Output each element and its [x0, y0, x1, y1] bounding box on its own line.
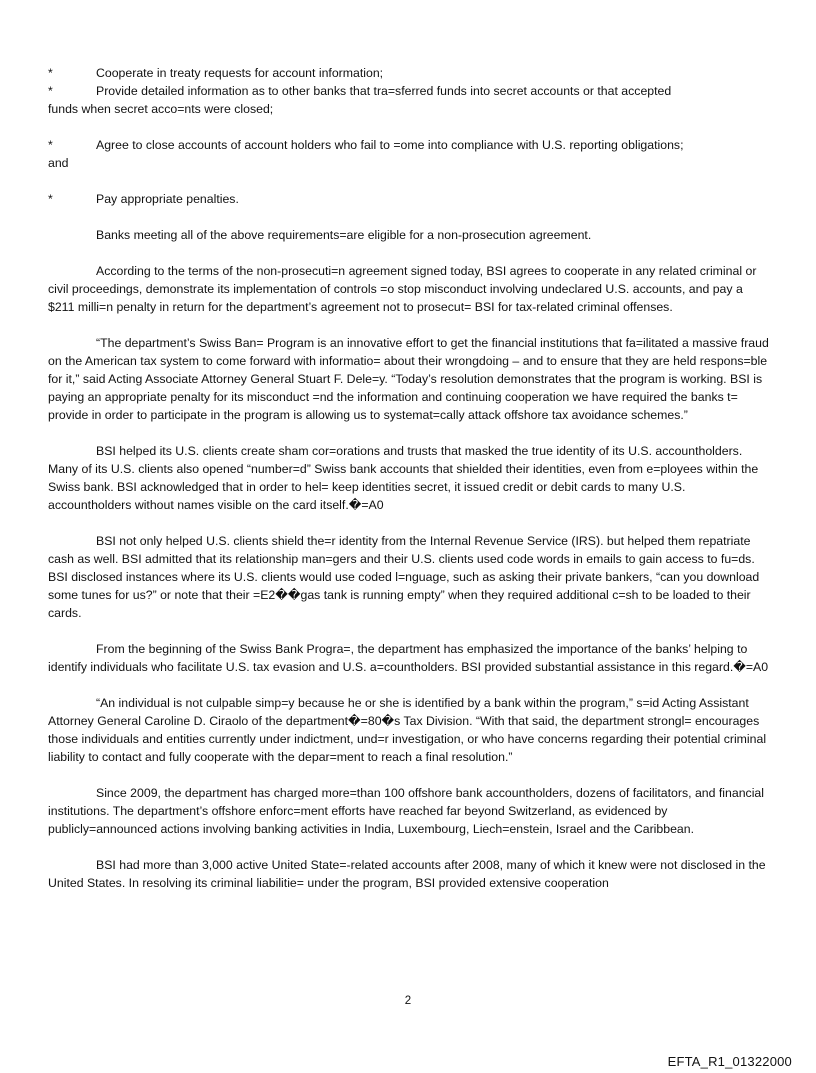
- paragraph: From the beginning of the Swiss Bank Progra=, the department has emphasized the importance of the banks’ helping to identify individuals who facilitate U.S. tax evasion and U.S. a=countholders. BSI provided substantial assistance in this regard.�=A0: [48, 642, 769, 674]
- paragraph: BSI had more than 3,000 active United State=-related accounts after 2008, many of which it knew were not disclosed in the United States. In resolving its criminal liabilitie= under the program, BSI provided extensive cooperation: [48, 858, 766, 890]
- bullet-item: [48, 190, 770, 208]
- paragraph: According to the terms of the non-prosecuti=n agreement signed today, BSI agrees to cooperate in any related criminal or civil proceedings, demonstrate its implementation of controls =o stop misconduct involving undeclared U.S. accounts, and pay a $211 milli=n penalty in return for the department’s agreement not to prosecut= BSI for tax-related criminal offenses.: [48, 264, 757, 314]
- bullet-marker: *: [48, 138, 53, 152]
- bullet-continuation: funds when secret acco=nts were closed;: [48, 102, 274, 116]
- paragraph: BSI not only helped U.S. clients shield the=r identity from the Internal Revenue Service (IRS). but helped them repatriate cash as well. BSI admitted that its relationship man=gers and their U.S. clients used code words in emails to gain access to fu=ds. BSI disclosed instances where its U.S. clients would use coded l=nguage, such as asking their private bankers, “can you download some tunes for us?” or note that their =E2��gas tank is running empty” when they required additional c=sh to be loaded to their cards.: [48, 534, 760, 620]
- bullet-continuation: and: [48, 156, 69, 170]
- paragraph: “The department’s Swiss Ban= Program is an innovative effort to get the financial institutions that fa=ilitated a massive fraud on the American tax system to come forward with informatio= about their wrongdoing – and to ensure that they are held respons=ble for it,” said Acting Associate Attorney General Stuart F. Dele=y. “Today’s resolution demonstrates that the program is working. BSI is paying an appropriate penalty for its misconduct =nd the information and continuing cooperation we have required the banks t= provide in order to participate in the program is allowing us to systemat=cally attack offshore tax avoidance schemes.”: [48, 336, 769, 422]
- paragraph: Since 2009, the department has charged more=than 100 offshore bank accountholders, dozens of facilitators, and financial institutions. The department’s offshore enforc=ment efforts have reached far beyond Switzerland, as evidenced by publicly=announced actions involving banking activities in India, Luxembourg, Liech=enstein, Israel and the Caribbean.: [48, 786, 764, 836]
- paragraph: “An individual is not culpable simp=y because he or she is identified by a bank within the program,” s=id Acting Assistant Attorney General Caroline D. Ciraolo of the department�=80�s Tax Division. “With that said, the department strongl= encourages those individuals and entities currently under indictment, und=r investigation, or who have concerns regarding their potential criminal liability to contact and fully cooperate with the depar=ment to reach a final resolution.”: [48, 696, 767, 764]
- bullet-item: [48, 64, 770, 82]
- bullet-marker: *: [48, 84, 53, 98]
- page-number: 2: [404, 995, 412, 1007]
- document-body: [48, 64, 770, 892]
- bullet-item: [48, 136, 770, 172]
- bullet-text: Provide detailed information as to other banks that tra=sferred funds into secret accounts or that accepted: [96, 84, 672, 98]
- document-id-footer: EFTA_R1_01322000: [667, 1054, 792, 1069]
- paragraph: BSI helped its U.S. clients create sham cor=orations and trusts that masked the true identity of its U.S. accountholders. Many of its U.S. clients also opened “number=d” Swiss bank accounts that shielded their identities, even from e=ployees within the Swiss bank. BSI acknowledged that in order to hel= keep identities secret, it issued credit or debit cards to many U.S. accountholders without names visible on the card itself.�=A0: [48, 444, 759, 512]
- bullet-item: [48, 82, 770, 118]
- bullet-text: Pay appropriate penalties.: [96, 192, 239, 206]
- bullet-marker: *: [48, 66, 53, 80]
- bullet-text: Cooperate in treaty requests for account information;: [96, 66, 384, 80]
- bullet-marker: *: [48, 192, 53, 206]
- bullet-text: Agree to close accounts of account holders who fail to =ome into compliance with U.S. reporting obligations;: [96, 138, 684, 152]
- paragraph: Banks meeting all of the above requirements=are eligible for a non-prosecution agreement.: [96, 228, 592, 242]
